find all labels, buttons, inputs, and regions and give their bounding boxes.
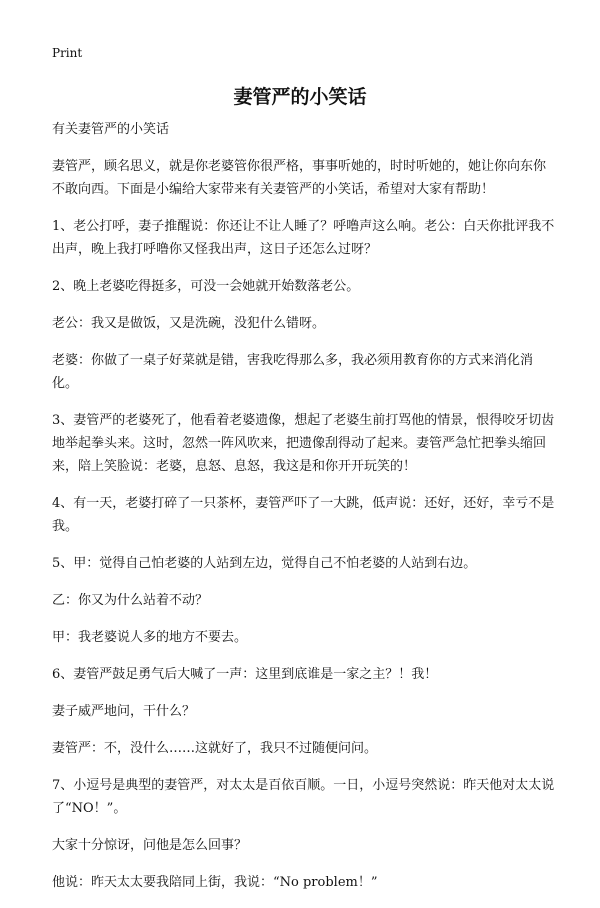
paragraph: 有关妻管严的小笑话 (52, 122, 170, 137)
page-title: 妻管严的小笑话 (233, 86, 367, 108)
paragraph: 老公：我又是做饭，又是洗碗，没犯什么错呀。 (52, 316, 326, 331)
paragraph: 3、妻管严的老婆死了，他看着老婆遗像，想起了老婆生前打骂他的情景，恨得咬牙切齿地举起拳头来。这时，忽然一阵风吹来，把遗像刮得动了起来。妻管严急忙把拳头缩回来，陪上笑脸说：老婆，息怒、息怒，我这是和你开开玩笑的！ (52, 413, 555, 474)
paragraph: 妻管严，顾名思义，就是你老婆管你很严格，事事听她的，时时听她的，她让你向东你不敢向西。下面是小编给大家带来有关妻管严的小笑话，希望对大家有帮助！ (52, 159, 547, 197)
paragraph: 大家十分惊讶，问他是怎么回事？ (52, 838, 248, 853)
print-label: Print (52, 46, 83, 60)
paragraph: 4、有一天，老婆打碎了一只茶杯，妻管严吓了一大跳，低声说：还好，还好，幸亏不是我。 (52, 496, 555, 534)
paragraph: 老婆：你做了一桌子好菜就是错，害我吃得那么多，我必须用教育你的方式来消化消化。 (52, 353, 534, 391)
paragraph: 6、妻管严鼓足勇气后大喊了一声：这里到底谁是一家之主？！我！ (52, 667, 438, 682)
paragraph: 2、晚上老婆吃得挺多，可没一会她就开始数落老公。 (52, 279, 360, 294)
article-body (52, 118, 557, 908)
paragraph: 1、老公打呼，妻子推醒说：你还让不让人睡了？呼噜声这么响。老公：白天你批评我不出声，晚上我打呼噜你又怪我出声，这日子还怎么过呀？ (52, 219, 555, 257)
paragraph: 5、甲：觉得自己怕老婆的人站到左边，觉得自己不怕老婆的人站到右边。 (52, 556, 477, 571)
paragraph: 妻子威严地问，干什么？ (52, 704, 196, 719)
paragraph: 妻管严：不，没什么……这就好了，我只不过随便问问。 (52, 741, 378, 756)
paragraph: 7、小逗号是典型的妻管严，对太太是百依百顺。一日，小逗号突然说：昨天他对太太说了“NO！”。 (52, 778, 555, 816)
paragraph: 甲：我老婆说人多的地方不要去。 (52, 630, 248, 645)
paragraph: 他说：昨天太太要我陪同上街，我说：“No problem！” (52, 875, 378, 890)
paragraph: 乙：你又为什么站着不动？ (52, 593, 209, 608)
